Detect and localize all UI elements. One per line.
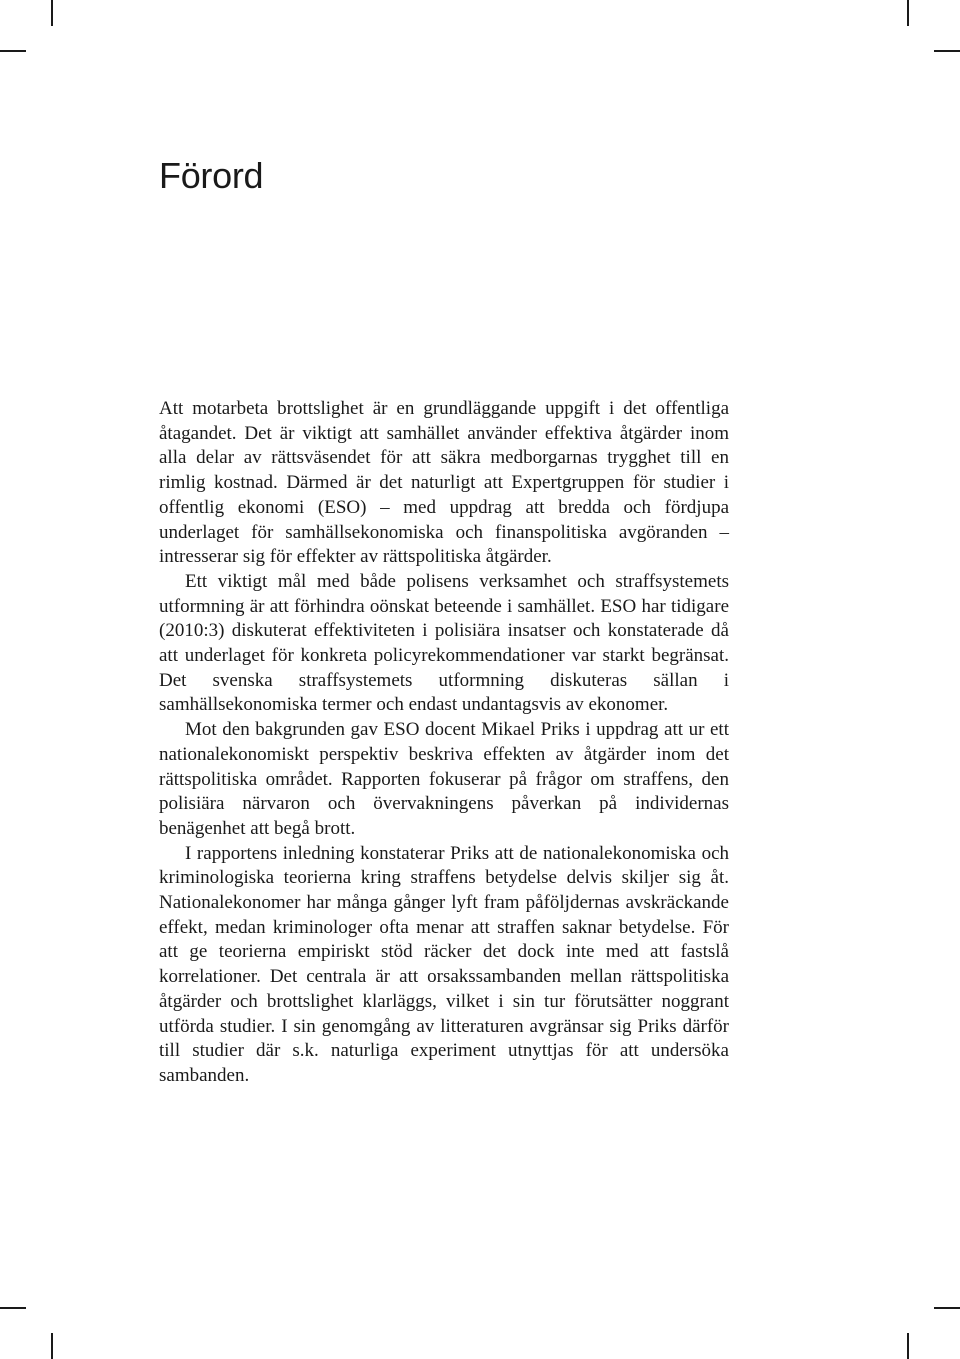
paragraph-1: Att motarbeta brottslighet är en grundläggande uppgift i det offentliga åtagandet. Det är viktigt att samhället använder effektiva åtgärder inom alla delar av rättsväsendet för att säkra medborgarnas trygghet till en rimlig kostnad. Därmed är det naturligt att Expertgruppen för studier i offentlig ekonomi (ESO) – med uppdrag att bredda och fördjupa underlaget för samhällsekonomiska och finanspolitiska avgöranden – intresserar sig för effekter av rättspolitiska åtgärder.: [159, 398, 729, 568]
crop-mark-bottom-right-horizontal: [934, 1307, 960, 1309]
paragraph-2: Ett viktigt mål med både polisens verksamhet och straffsystemets utformning är att förhindra oönskat beteende i samhället. ESO har tidigare (2010:3) diskuterat effektiviteten i polisiära insatser och konstaterade då att underlaget för konkreta policyrekommendationer var starkt begränsat. Det svenska straffsystemets utformning diskuteras sällan i samhällsekonomiska termer och endast undantagsvis av ekonomer.: [159, 570, 729, 716]
paragraph-3: Mot den bakgrunden gav ESO docent Mikael Priks i uppdrag att ur ett nationalekonomiskt perspektiv beskriva effekten av åtgärder inom det rättspolitiska området. Rapporten fokuserar på frågor om straffens, den polisiära närvaron och övervakningens påverkan på individernas benägenhet att begå brott.: [159, 719, 729, 839]
page-title: Förord: [159, 155, 264, 196]
paragraph-4: I rapportens inledning konstaterar Priks att de nationalekonomiska och kriminologiska teorierna kring straffens betydelse delvis skiljer sig åt. Nationalekonomer har många gånger lyft fram påföljdernas avskräckande effekt, medan kriminologer ofta menar att straffen saknar betydelse. För att ge teorierna empiriskt stöd räcker det dock inte med att fastslå korrelationer. Det centrala är att orsakssambanden mellan rättspolitiska åtgärder och brottslighet klarläggs, vilket i sin tur förutsätter noggrant utförda studier. I sin genomgång av litteraturen avgränsar sig Priks därför till studier där s.k. naturliga experiment utnyttjas för att undersöka sambanden.: [159, 842, 729, 1086]
crop-mark-bottom-left-vertical: [51, 1333, 53, 1359]
foreword-body: [159, 397, 729, 1089]
crop-mark-top-right-vertical: [907, 0, 909, 26]
crop-mark-top-right-horizontal: [934, 50, 960, 52]
crop-mark-top-left-vertical: [51, 0, 53, 26]
crop-mark-bottom-right-vertical: [907, 1333, 909, 1359]
crop-mark-bottom-left-horizontal: [0, 1307, 26, 1309]
crop-mark-top-left-horizontal: [0, 50, 26, 52]
